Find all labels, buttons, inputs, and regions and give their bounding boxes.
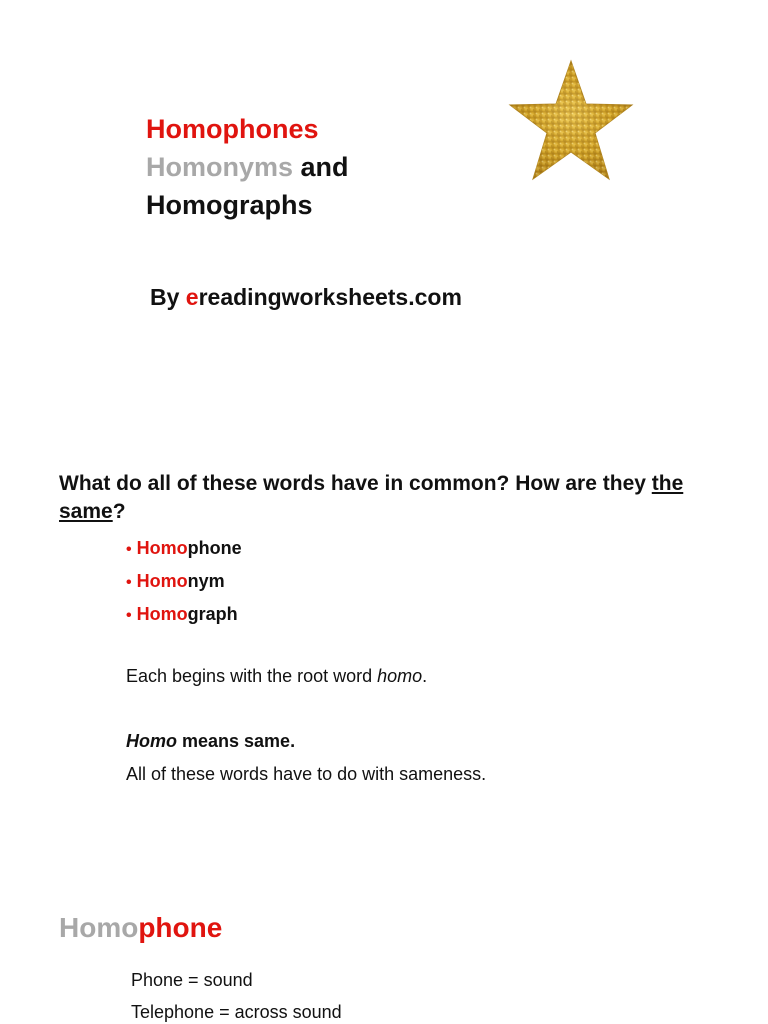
sameness-sentence: All of these words have to do with sameness. xyxy=(126,764,487,784)
bullet-suffix: phone xyxy=(187,538,242,558)
homophone-heading xyxy=(59,912,222,944)
title-homophones: Homophones xyxy=(146,114,319,144)
definition-line: Telephone = across sound xyxy=(131,1002,342,1022)
byline-prefix: By xyxy=(150,284,186,310)
root-line-end: . xyxy=(422,666,428,686)
byline-site: readingworksheets.com xyxy=(198,284,462,310)
question-end: ? xyxy=(112,500,126,523)
list-item xyxy=(126,604,238,625)
bullet-icon: • xyxy=(126,607,132,624)
root-word-sentence xyxy=(126,666,427,687)
list-item xyxy=(126,571,225,592)
byline-e: e xyxy=(185,284,199,310)
bullet-suffix: nym xyxy=(187,571,225,591)
bullet-root: Homo xyxy=(136,571,188,591)
bullet-icon: • xyxy=(126,541,132,558)
root-line-italic: homo xyxy=(377,666,423,686)
heading-root: Homo xyxy=(59,912,139,943)
title-homographs: Homographs xyxy=(146,190,313,220)
bullet-root: Homo xyxy=(136,604,188,624)
title-and: and xyxy=(293,152,349,182)
homo-means-rest: means same. xyxy=(177,731,296,751)
question-text: What do all of these words have in common? How are they xyxy=(59,472,652,495)
definition-line: Phone = sound xyxy=(131,970,253,990)
root-line-prefix: Each begins with the root word xyxy=(126,666,378,686)
list-item xyxy=(126,538,242,559)
byline xyxy=(150,284,462,311)
heading-suffix: phone xyxy=(138,912,223,943)
homo-means-italic: Homo xyxy=(126,731,177,751)
title-homonyms: Homonyms xyxy=(146,152,294,182)
bullet-root: Homo xyxy=(136,538,188,558)
title-homonyms-and xyxy=(146,148,349,186)
bullet-suffix: graph xyxy=(187,604,238,624)
bullet-icon: • xyxy=(126,574,132,591)
question-underlined: the same xyxy=(59,472,684,523)
star-icon xyxy=(505,58,637,184)
question-heading xyxy=(59,470,749,526)
homo-means-sentence xyxy=(126,731,295,752)
